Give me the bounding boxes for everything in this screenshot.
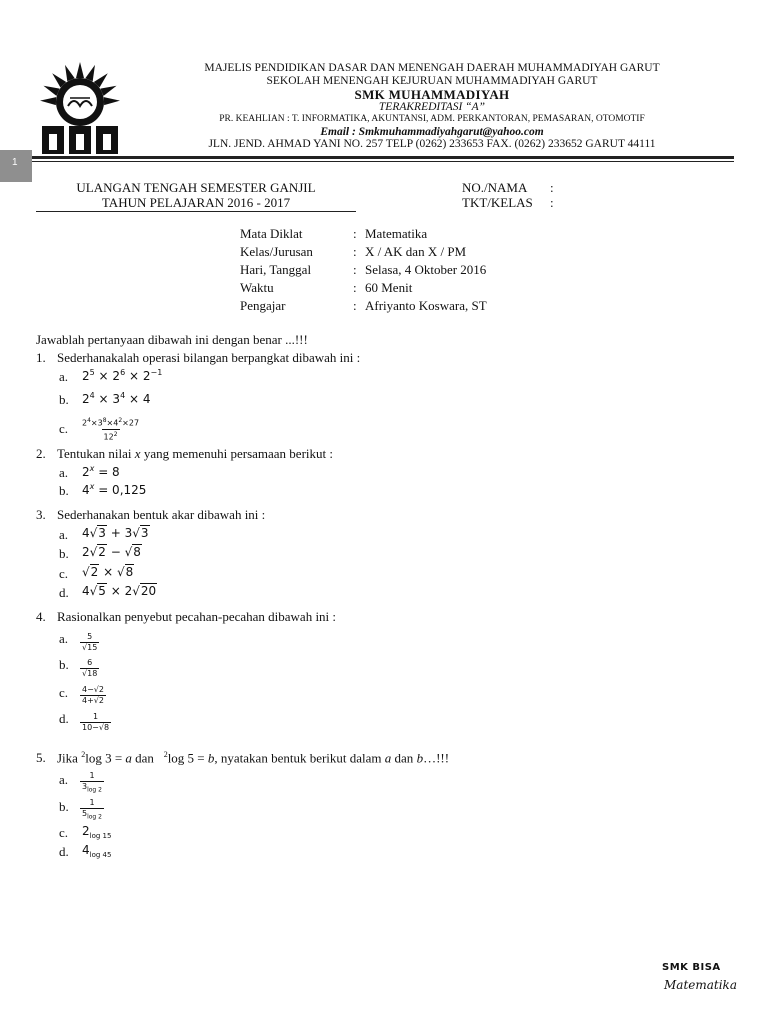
option-math: $2^5 \times 2^6 \times 2^{-1}$ <box>82 368 163 383</box>
question-text: Tentukan nilai x yang memenuhi persamaan berikut : <box>57 446 333 461</box>
header-school-name: SMK MUHAMMADIYAH <box>354 87 510 102</box>
info-label: Pengajar <box>240 298 286 313</box>
option-letter: b. <box>59 546 69 561</box>
info-row <box>240 280 660 298</box>
footer-subject: Matematika <box>664 978 737 992</box>
option-letter: b. <box>59 657 69 672</box>
option-math: √2 × √8 <box>82 565 134 579</box>
header-council: MAJELIS PENDIDIKAN DASAR DAN MENENGAH DAERAH MUHAMMADIYAH GARUT <box>204 62 660 74</box>
option-math: 2√2 − √8 <box>82 545 141 559</box>
option-letter: d. <box>59 585 69 600</box>
info-label: Waktu <box>240 280 274 295</box>
info-label: Kelas/Jurusan <box>240 244 313 259</box>
option-letter: c. <box>59 566 69 581</box>
info-colon: : <box>353 280 357 295</box>
option-math: $\frac{1}{10-√8}$ <box>82 712 110 732</box>
question-number: 2. <box>36 446 46 461</box>
info-value: 60 Menit <box>365 280 413 295</box>
info-colon: : <box>353 244 357 259</box>
option-letter: b. <box>59 483 69 498</box>
option-letter: a. <box>59 772 69 787</box>
info-row <box>240 226 660 244</box>
info-value: Selasa, 4 Oktober 2016 <box>365 262 487 277</box>
option-math: $4^x = 0,125$ <box>82 482 147 497</box>
page-number-tab[interactable]: 1 <box>0 150 32 182</box>
question-text: Rasionalkan penyebut pecahan-pecahan dibawah ini : <box>57 609 337 624</box>
info-colon: : <box>353 262 357 277</box>
tkt-kelas-label: TKT/KELAS <box>462 195 533 210</box>
header-school-full: SEKOLAH MENENGAH KEJURUAN MUHAMMADIYAH GARUT <box>266 75 598 87</box>
option-letter: b. <box>59 392 69 407</box>
option-math: $2_{log 15}$ <box>82 824 112 840</box>
info-row <box>240 298 660 316</box>
question-number: 4. <box>36 609 46 624</box>
option-math: $2^4 \times 3^4 \times 4$ <box>82 391 151 406</box>
question-text: Sederhanakalah operasi bilangan berpangkat dibawah ini : <box>57 350 361 365</box>
question-number: 1. <box>36 350 46 365</box>
info-label: Mata Diklat <box>240 226 303 241</box>
option-letter: c. <box>59 421 69 436</box>
option-letter: d. <box>59 844 69 859</box>
option-math: $\frac{2^4\times 3^8\times 4^2\times 27}{12^2}$ <box>82 417 140 442</box>
header-accreditation: TERAKREDITASI “A” <box>378 101 486 113</box>
option-letter: a. <box>59 527 69 542</box>
exam-title <box>36 180 356 210</box>
no-nama-label: NO./NAMA <box>462 180 528 195</box>
info-value: X / AK dan X / PM <box>365 244 467 259</box>
info-row <box>240 244 660 262</box>
footer-brand: SMK BISA <box>662 962 721 973</box>
option-math: $\frac{6}{√18}$ <box>82 658 98 678</box>
exam-title-line1: ULANGAN TENGAH SEMESTER GANJIL <box>76 180 316 195</box>
info-row <box>240 262 660 280</box>
info-label: Hari, Tanggal <box>240 262 312 277</box>
option-letter: c. <box>59 685 69 700</box>
info-value: Matematika <box>365 226 428 241</box>
question-text: Sederhanakan bentuk akar dibawah ini : <box>57 507 266 522</box>
option-letter: a. <box>59 631 69 646</box>
no-nama-colon: : <box>550 180 554 195</box>
option-letter: b. <box>59 799 69 814</box>
option-math: $4_{log 45}$ <box>82 843 112 859</box>
question-number: 3. <box>36 507 46 522</box>
info-value: Afriyanto Koswara, ST <box>365 298 487 313</box>
question-text: Jika $^2$log 3 = a dan $^2$log 5 = b, nyatakan bentuk berikut dalam a dan b…!!! <box>57 750 450 766</box>
option-math: $2^x = 8$ <box>82 464 120 479</box>
header-divider <box>32 156 734 159</box>
option-math: $\frac{4-√2}{4+√2}$ <box>82 685 104 705</box>
header-email: Email : Smkmuhammadiyahgarut@yahoo.com <box>320 126 544 138</box>
instruction: Jawablah pertanyaan dibawah ini dengan benar ...!!! <box>36 332 308 347</box>
info-colon: : <box>353 298 357 313</box>
option-letter: c. <box>59 825 69 840</box>
option-math: 4√5 × 2√20 <box>82 584 157 598</box>
header-expertise: PR. KEAHLIAN : T. INFORMATIKA, AKUNTANSI, ADM. PERKANTORAN, PEMASARAN, OTOMOTIF <box>219 114 645 124</box>
header-divider-thin <box>32 161 734 162</box>
info-colon: : <box>353 226 357 241</box>
option-math: $\frac{5}{√15}$ <box>82 632 98 652</box>
muhammadiyah-logo <box>30 60 130 156</box>
option-math: 4√3 + 3√3 <box>82 526 149 540</box>
option-math: $\frac{1}{3_{log 2}}$ <box>82 771 102 794</box>
option-letter: a. <box>59 465 69 480</box>
question-number: 5. <box>36 750 46 765</box>
option-letter: d. <box>59 711 69 726</box>
header-address: JLN. JEND. AHMAD YANI NO. 257 TELP (0262) 233653 FAX. (0262) 233652 GARUT 44111 <box>208 138 656 150</box>
exam-title-line2: TAHUN PELAJARAN 2016 - 2017 <box>101 195 291 210</box>
option-letter: a. <box>59 369 69 384</box>
tkt-kelas-colon: : <box>550 195 554 210</box>
option-math: $\frac{1}{5_{log 2}}$ <box>82 798 102 821</box>
exam-title-underline <box>36 211 356 212</box>
